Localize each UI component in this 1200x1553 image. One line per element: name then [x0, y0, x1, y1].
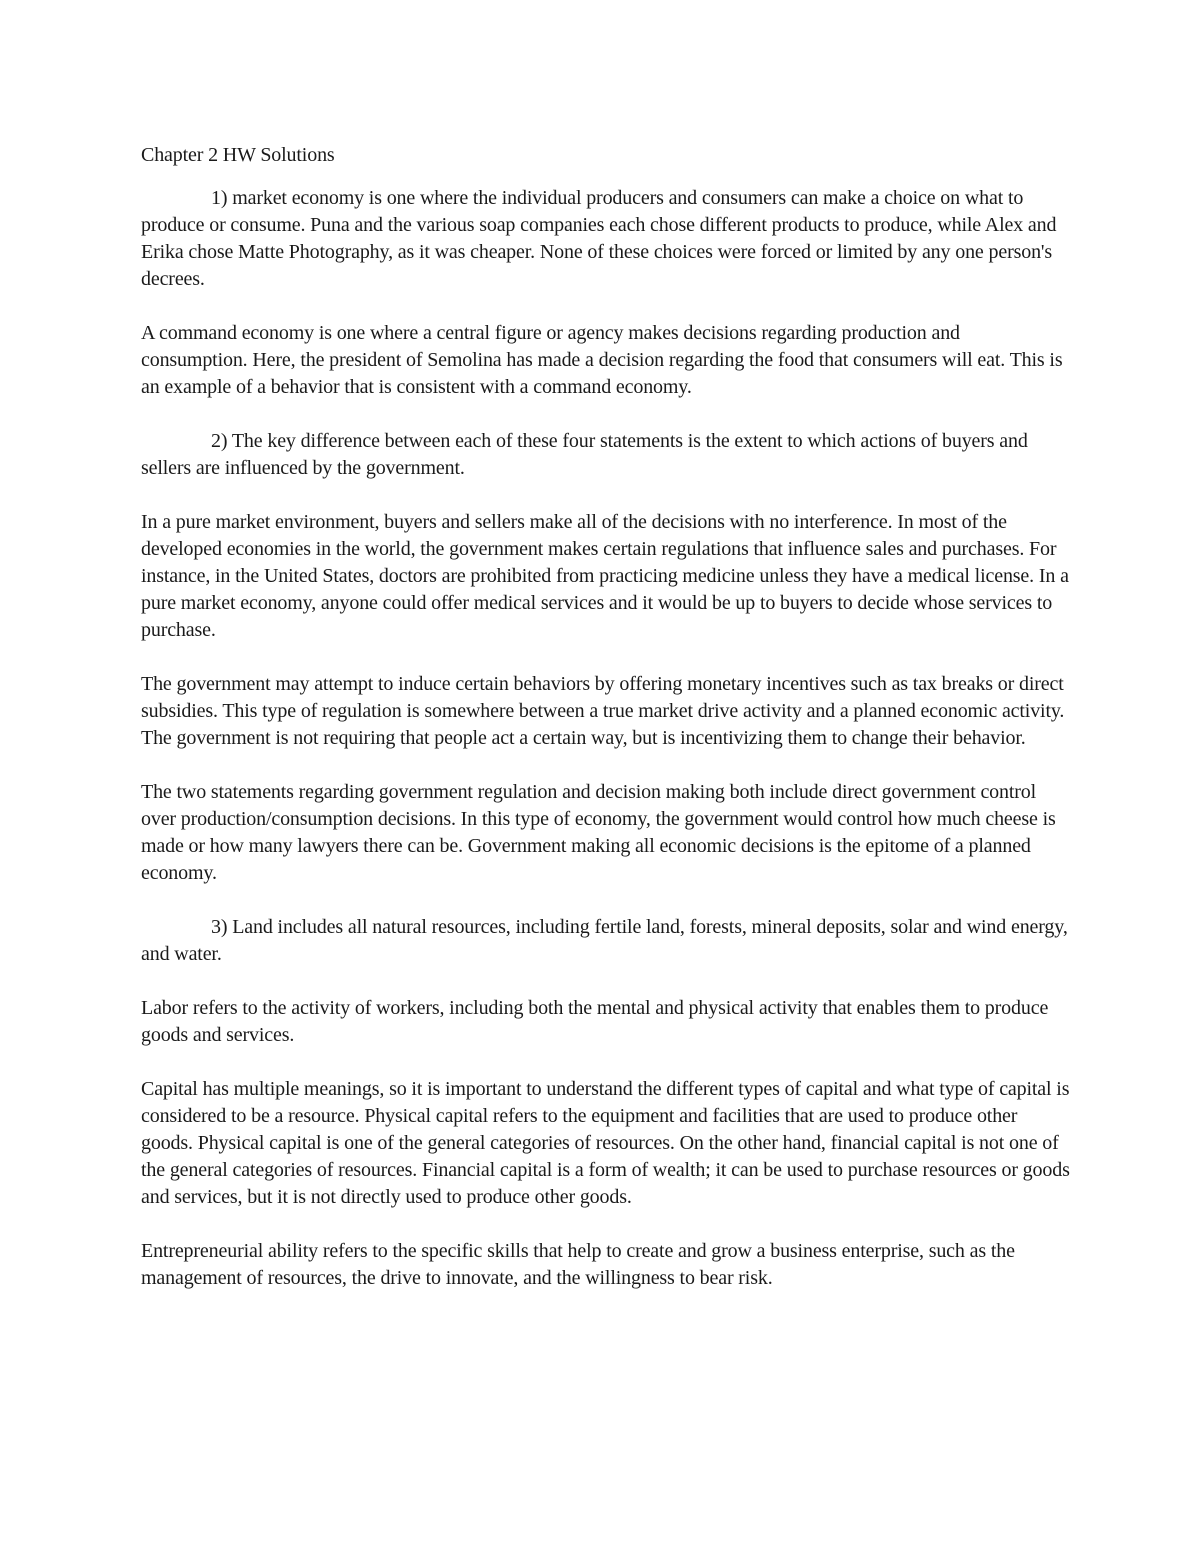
paragraph-planned-economy: The two statements regarding government regulation and decision making both include direct government control over production/consumption decisions. In this type of economy, the government would control how much cheese is made or how many lawyers there can be. Government making all economic decisions is the epitome of a planned economy. — [141, 781, 1056, 884]
paragraph-command-economy: A command economy is one where a central figure or agency makes decisions regarding production and consumption. Here, the president of Semolina has made a decision regarding the food that consumers will eat. This is an example of a behavior that is consistent with a command economy. — [141, 322, 1063, 398]
paragraph-labor: Labor refers to the activity of workers, including both the mental and physical activity that enables them to produce goods and services. — [141, 997, 1049, 1046]
document-title: Chapter 2 HW Solutions — [141, 144, 335, 166]
paragraph-key-difference: 2) The key difference between each of these four statements is the extent to which actions of buyers and sellers are influenced by the government. — [141, 430, 1028, 479]
document-body — [141, 142, 1071, 1319]
paragraph-market-economy: 1) market economy is one where the individual producers and consumers can make a choice on what to produce or consume. Puna and the various soap companies each chose different products to produce, while Alex and Erika chose Matte Photography, as it was cheaper. None of these choices were forced or limited by any one person's decrees. — [141, 187, 1057, 290]
paragraph-entrepreneurial-ability: Entrepreneurial ability refers to the specific skills that help to create and grow a business enterprise, such as the management of resources, the drive to innovate, and the willingness to bear risk. — [141, 1240, 1015, 1289]
paragraph-capital: Capital has multiple meanings, so it is important to understand the different types of capital and what type of capital is considered to be a resource. Physical capital refers to the equipment and facilities that are used to produce other goods. Physical capital is one of the general categories of resources. On the other hand, financial capital is not one of the general categories of resources. Financial capital is a form of wealth; it can be used to purchase resources or goods and services, but it is not directly used to produce other goods. — [141, 1078, 1070, 1208]
paragraph-pure-market: In a pure market environment, buyers and sellers make all of the decisions with no interference. In most of the developed economies in the world, the government makes certain regulations that influence sales and purchases. For instance, in the United States, doctors are prohibited from practicing medicine unless they have a medical license. In a pure market economy, anyone could offer medical services and it would be up to buyers to decide whose services to purchase. — [141, 511, 1069, 641]
paragraph-monetary-incentives: The government may attempt to induce certain behaviors by offering monetary incentives such as tax breaks or direct subsidies. This type of regulation is somewhere between a true market drive activity and a planned economic activity. The government is not requiring that people act a certain way, but is incentivizing them to change their behavior. — [141, 673, 1065, 749]
paragraph-land: 3) Land includes all natural resources, including fertile land, forests, mineral deposits, solar and wind energy, and water. — [141, 916, 1068, 965]
